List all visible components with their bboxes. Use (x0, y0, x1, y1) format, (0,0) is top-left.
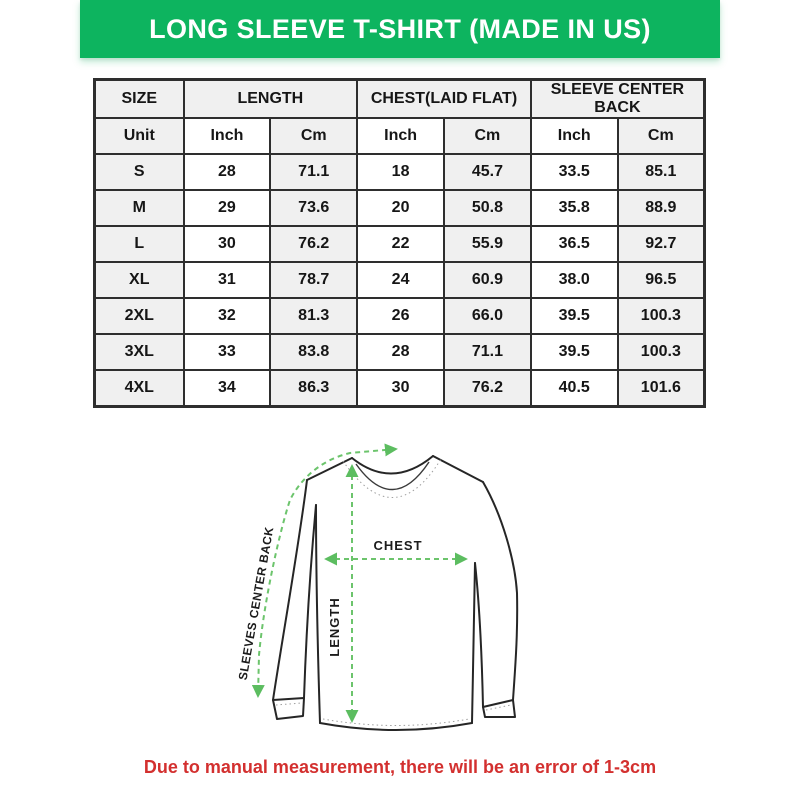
collar-outer (352, 456, 433, 474)
header-chest: CHEST(LAID FLAT) (357, 80, 531, 119)
left-cuff-stitch (276, 703, 302, 705)
cell: 92.7 (618, 226, 705, 262)
unit-cell: Inch (184, 118, 271, 154)
page-title: LONG SLEEVE T-SHIRT (MADE IN US) (149, 13, 651, 44)
unit-cell: Cm (444, 118, 531, 154)
unit-row (95, 118, 705, 154)
unit-cell: Cm (618, 118, 705, 154)
size-label: 4XL (95, 370, 184, 407)
size-label: 3XL (95, 334, 184, 370)
measurement-note: Due to manual measurement, there will be an error of 1-3cm (143, 757, 657, 777)
cell: 36.5 (531, 226, 618, 262)
unit-cell: Cm (270, 118, 357, 154)
cell: 39.5 (531, 334, 618, 370)
size-label: S (95, 154, 184, 190)
cell: 33.5 (531, 154, 618, 190)
table-header-row (95, 80, 705, 119)
cell: 86.3 (270, 370, 357, 407)
cell: 101.6 (618, 370, 705, 407)
cell: 88.9 (618, 190, 705, 226)
cell: 50.8 (444, 190, 531, 226)
tshirt-drawing (273, 456, 517, 730)
right-cuff (483, 700, 515, 717)
cell: 55.9 (444, 226, 531, 262)
table-row (95, 298, 705, 334)
table-row (95, 370, 705, 407)
cell: 96.5 (618, 262, 705, 298)
cell: 32 (184, 298, 271, 334)
cell: 81.3 (270, 298, 357, 334)
size-label: L (95, 226, 184, 262)
cell: 45.7 (444, 154, 531, 190)
cell: 60.9 (444, 262, 531, 298)
cell: 71.1 (444, 334, 531, 370)
unit-cell: Inch (357, 118, 444, 154)
cell: 29 (184, 190, 271, 226)
cell: 26 (357, 298, 444, 334)
cell: 30 (357, 370, 444, 407)
left-sleeve-outer (273, 480, 307, 700)
cell: 34 (184, 370, 271, 407)
cell: 20 (357, 190, 444, 226)
cell: 78.7 (270, 262, 357, 298)
hem-stitch (323, 719, 469, 726)
cell: 18 (357, 154, 444, 190)
chest-label: CHEST (373, 538, 423, 553)
cell: 40.5 (531, 370, 618, 407)
cell: 31 (184, 262, 271, 298)
header-size: SIZE (95, 80, 184, 119)
cell: 66.0 (444, 298, 531, 334)
left-cuff (273, 698, 304, 719)
cell: 76.2 (444, 370, 531, 407)
measurement-arrows (236, 449, 466, 721)
cell: 30 (184, 226, 271, 262)
right-sleeve-inner (475, 563, 483, 707)
size-label: XL (95, 262, 184, 298)
cell: 71.1 (270, 154, 357, 190)
unit-label: Unit (95, 118, 184, 154)
cell: 35.8 (531, 190, 618, 226)
cell: 83.8 (270, 334, 357, 370)
cell: 76.2 (270, 226, 357, 262)
header-length: LENGTH (184, 80, 358, 119)
unit-cell: Inch (531, 118, 618, 154)
cell: 85.1 (618, 154, 705, 190)
torso-right-edge (472, 563, 475, 723)
size-label: 2XL (95, 298, 184, 334)
left-shoulder-line (307, 458, 352, 480)
table-row (95, 334, 705, 370)
left-sleeve-inner (304, 505, 316, 698)
table-row (95, 262, 705, 298)
size-table (93, 78, 706, 408)
cell: 22 (357, 226, 444, 262)
cell: 38.0 (531, 262, 618, 298)
right-sleeve-outer (483, 482, 517, 700)
torso-left-edge (316, 505, 320, 723)
cell: 28 (184, 154, 271, 190)
length-label: LENGTH (327, 597, 342, 657)
table-row (95, 154, 705, 190)
cell: 73.6 (270, 190, 357, 226)
cell: 24 (357, 262, 444, 298)
cell: 33 (184, 334, 271, 370)
title-banner (80, 0, 720, 58)
sleeves-center-back-label: SLEEVES CENTER BACK (235, 525, 277, 682)
table-row (95, 226, 705, 262)
cell: 100.3 (618, 298, 705, 334)
cell: 39.5 (531, 298, 618, 334)
header-sleeve: SLEEVE CENTER BACK (531, 80, 705, 119)
table-row (95, 190, 705, 226)
cell: 100.3 (618, 334, 705, 370)
tshirt-measurement-diagram (210, 440, 590, 760)
cell: 28 (357, 334, 444, 370)
hem-line (320, 723, 472, 730)
size-label: M (95, 190, 184, 226)
